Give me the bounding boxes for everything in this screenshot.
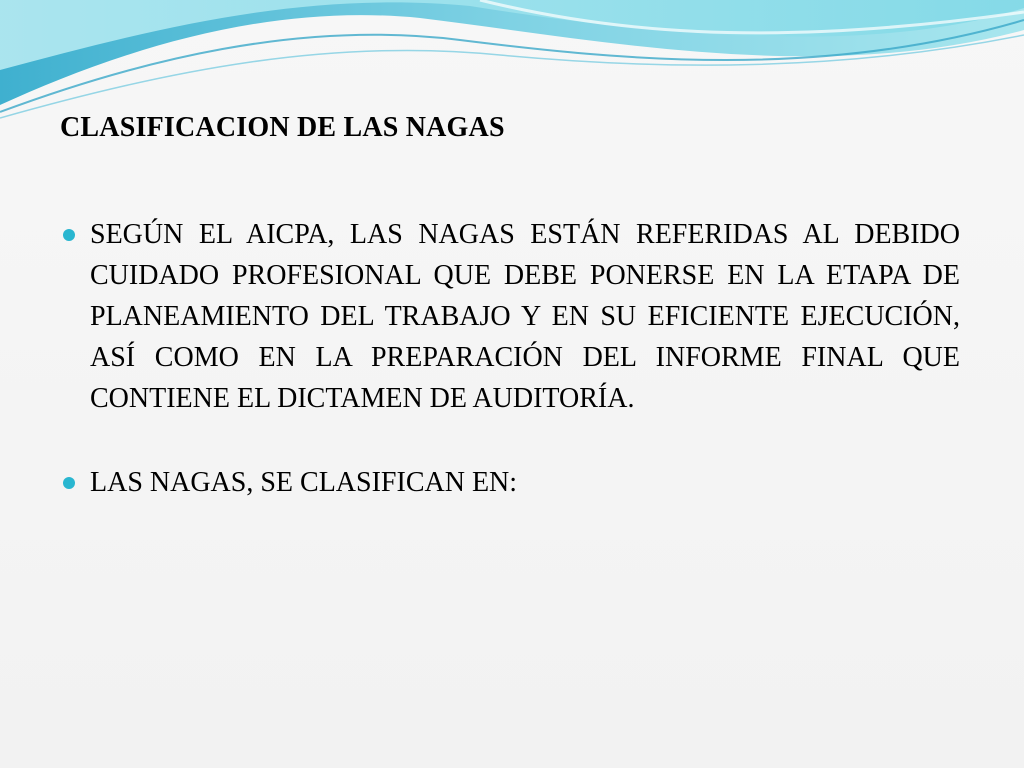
- header-wave-decoration: [0, 0, 1024, 130]
- bullet-text: SEGÚN EL AICPA, LAS NAGAS ESTÁN REFERIDAS AL DEBIDO CUIDADO PROFESIONAL QUE DEBE PONERSE EN LA ETAPA DE PLANEAMIENTO DEL TRABAJO Y EN SU EFICIENTE EJECUCIÓN, ASÍ COMO EN LA PREPARACIÓN DEL INFORME FINAL QUE CONTIENE EL DICTAMEN DE AUDITORÍA.: [90, 219, 960, 414]
- bullet-dot-icon: [63, 229, 75, 241]
- bullet-list: [60, 214, 960, 503]
- bullet-item: [60, 462, 960, 503]
- bullet-text: LAS NAGAS, SE CLASIFICAN EN:: [90, 467, 518, 498]
- slide-title: CLASIFICACION DE LAS NAGAS: [60, 112, 505, 143]
- bullet-dot-icon: [63, 477, 75, 489]
- bullet-item: [60, 214, 960, 419]
